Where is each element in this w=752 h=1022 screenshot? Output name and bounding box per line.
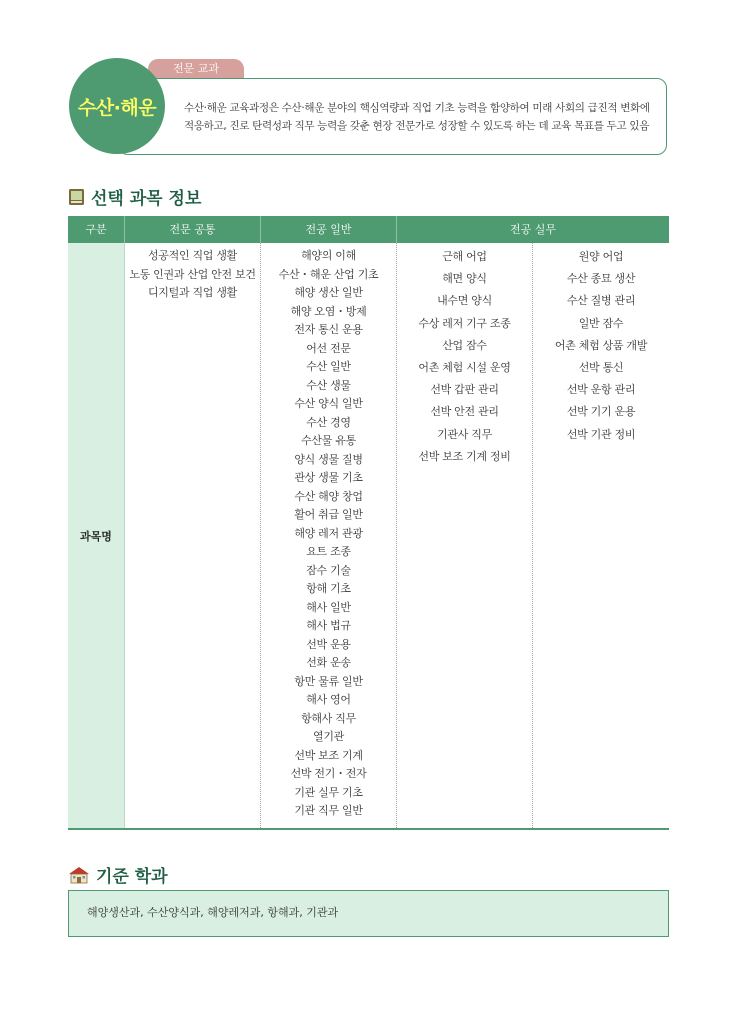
- subject-item: 항만 물류 일반: [294, 674, 363, 688]
- subject-item: 선박 갑판 관리: [430, 383, 499, 397]
- header-practical: 전공 실무: [509, 223, 556, 236]
- subject-item: 일반 잠수: [578, 316, 624, 330]
- field-description: [184, 99, 664, 135]
- subject-item: 내수면 양식: [437, 294, 492, 308]
- subject-item: 해양 레저 관광: [294, 526, 363, 540]
- departments-list: 해양생산과, 수산양식과, 해양레저과, 항해과, 기관과: [68, 890, 669, 937]
- field-name: 수산·해운: [77, 96, 157, 119]
- school-icon: [68, 866, 90, 884]
- subject-item: 항해 기초: [306, 582, 351, 595]
- field-badge: [69, 58, 165, 154]
- subject-item: 기관사 직무: [437, 427, 492, 441]
- subject-item: 노동 인권과 산업 안전 보건: [129, 267, 256, 281]
- table-body: [68, 243, 669, 830]
- subject-item: 전자 통신 운용: [294, 323, 363, 336]
- subject-item: 양식 생물 질병: [294, 452, 363, 466]
- section-title-text: 기준 학과: [96, 867, 168, 887]
- column-general: [261, 243, 397, 828]
- subject-item: 선박 보조 기계 정비: [418, 449, 511, 463]
- column-practical-a: [397, 243, 533, 828]
- subject-item: 수산・해운 산업 기초: [278, 267, 379, 281]
- table-header: [68, 216, 669, 243]
- subject-item: 항해사 직무: [301, 711, 356, 725]
- subject-item: 선박 전기・전자: [290, 767, 367, 780]
- subject-item: 요트 조종: [306, 545, 351, 558]
- column-common: [125, 243, 261, 828]
- subject-item: 근해 어업: [442, 250, 487, 263]
- column-practical-b: [533, 243, 669, 828]
- subject-item: 선박 통신: [578, 360, 624, 374]
- subject-item: 어촌 체험 상품 개발: [554, 338, 648, 352]
- subject-item: 수산 양식 일반: [294, 397, 363, 410]
- subject-item: 수산물 유통: [301, 434, 356, 447]
- subject-item: 해양 오염・방제: [290, 304, 367, 318]
- subject-item: 해면 양식: [442, 272, 487, 286]
- subject-item: 활어 취급 일반: [294, 508, 363, 521]
- subject-item: 수산 해양 창업: [294, 489, 363, 503]
- subject-item: 원양 어업: [578, 250, 624, 263]
- subject-item: 해사 법규: [306, 619, 351, 632]
- row-label: 과목명: [68, 243, 125, 828]
- subject-item: 수상 레저 기구 조종: [418, 316, 511, 330]
- subject-item: 기관 직무 일반: [294, 804, 363, 817]
- subject-item: 수산 종묘 생산: [566, 272, 636, 286]
- subject-item: 잠수 기술: [306, 563, 351, 577]
- subject-item: 수산 질병 관리: [566, 294, 636, 308]
- description-line: 수산·해운 교육과정은 수산·해운 분야의 핵심역량과 직업 기초 능력을 함양하여 미래 사회의 급진적 변화에: [184, 102, 650, 114]
- subject-item: 수산 경영: [306, 415, 351, 429]
- description-line: 적응하고, 진로 탄력성과 직무 능력을 갖춘 현장 전문가로 성장할 수 있도록 하는 데 교육 목표를 두고 있음: [184, 120, 650, 132]
- subject-item: 선박 안전 관리: [430, 405, 499, 419]
- header-common: 전문 공통: [125, 216, 261, 243]
- subject-item: 해양의 이해: [301, 249, 356, 262]
- subject-item: 기관 실무 기초: [294, 785, 363, 799]
- subject-item: 수산 생물: [306, 378, 351, 392]
- subject-item: 디지털과 직업 생활: [147, 286, 237, 299]
- subject-item: 해사 영어: [306, 693, 351, 706]
- subject-item: 선박 운항 관리: [566, 383, 636, 397]
- subject-item: 해사 일반: [306, 600, 351, 614]
- subject-item: 어촌 체험 시설 운영: [418, 360, 511, 374]
- subjects-section-title: [68, 184, 201, 209]
- subject-item: 열기관: [313, 730, 344, 743]
- subject-item: 관상 생물 기초: [294, 471, 363, 484]
- departments-section-title: [68, 862, 168, 887]
- subject-item: 산업 잠수: [442, 338, 487, 352]
- subject-tag: 전문 교과: [148, 59, 244, 78]
- header-general: 전공 일반: [261, 216, 397, 243]
- subject-item: 선박 기관 정비: [566, 427, 636, 441]
- header-category: 구분: [68, 216, 125, 243]
- subject-item: 선박 기기 운용: [566, 405, 636, 419]
- subject-item: 성공적인 직업 생활: [147, 249, 237, 262]
- subject-item: 어선 전문: [306, 341, 351, 355]
- subject-item: 선박 운용: [306, 637, 351, 651]
- subject-item: 선화 운송: [306, 656, 351, 669]
- subjects-table: [68, 216, 669, 830]
- subject-item: 수산 일반: [306, 360, 351, 373]
- section-title-text: 선택 과목 정보: [91, 189, 202, 209]
- subject-item: 해양 생산 일반: [294, 286, 363, 299]
- book-icon: [68, 188, 85, 206]
- subject-item: 선박 보조 기계: [294, 748, 363, 762]
